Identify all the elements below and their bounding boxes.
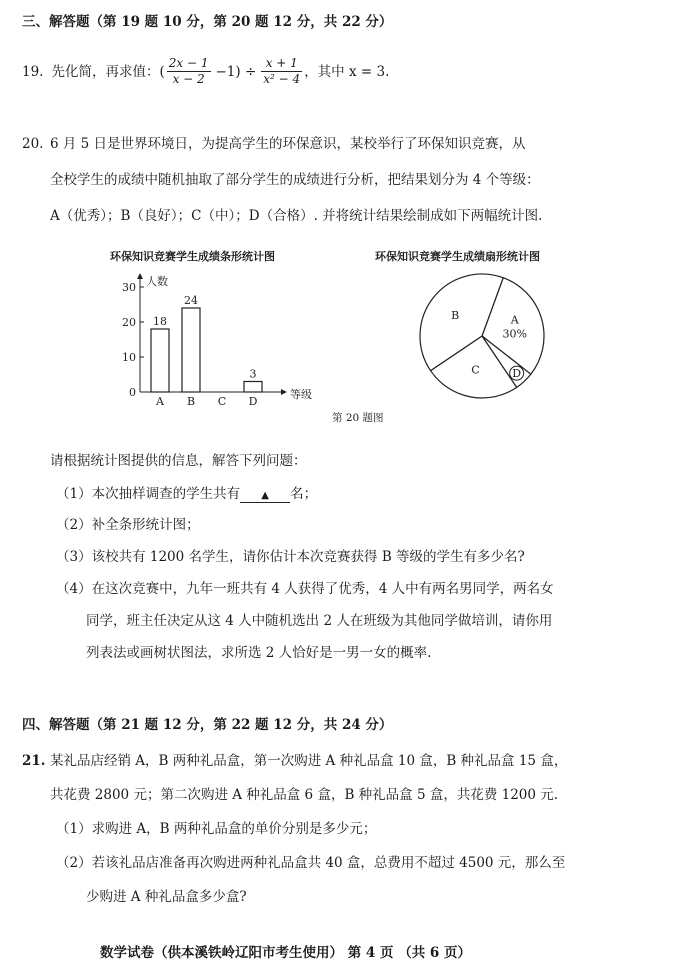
q20-prompt: 请根据统计图提供的信息，解答下列问题：	[50, 453, 307, 469]
x-tick-label: C	[217, 395, 227, 408]
answer-blank: ▲	[240, 490, 290, 503]
q19-fraction-1	[167, 56, 211, 87]
q19-fraction-2	[261, 56, 302, 87]
question-19	[22, 56, 389, 87]
q20-sub-1	[56, 485, 317, 503]
q21-line-2: 共花费 2800 元；第二次购进 A 种礼品盒 6 盒，B 种礼品盒 5 盒，共花费 1200 元.	[50, 787, 559, 803]
q20-line-3: A（优秀）；B（良好）；C（中）；D（合格）. 并将统计结果绘制成如下两幅统计图.	[50, 208, 543, 224]
x-tick-label: D	[248, 395, 258, 408]
y-axis-arrow	[137, 273, 143, 279]
x-tick-label: A	[156, 395, 164, 408]
q19-frac1-numerator: 2x − 1	[168, 56, 209, 70]
section4-title: 四、解答题（第 21 题 12 分，第 22 题 12 分，共 24 分）	[22, 717, 393, 733]
bar-value-label: 24	[184, 294, 198, 307]
pie-label-A: A	[510, 313, 519, 327]
q20-number: 20.	[22, 136, 44, 152]
q19-frac1-denominator: x − 2	[172, 72, 205, 86]
pie-chart	[410, 268, 560, 408]
bar-chart-title: 环保知识竞赛学生成绩条形统计图	[110, 250, 275, 263]
q19-frac2-denominator: x² − 4	[263, 72, 301, 86]
section3-title: 三、解答题（第 19 题 10 分，第 20 题 12 分，共 22 分）	[22, 14, 393, 30]
q20-sub-4-line-2: 同学，班主任决定从这 4 人中随机选出 2 人在班级为其他同学做培训，请你用	[86, 613, 553, 629]
bar-value-label: 3	[249, 367, 257, 381]
x-axis-arrow	[281, 389, 287, 395]
q20-sub-4-line-3: 列表法或画树状图法，求所选 2 人恰好是一男一女的概率.	[86, 645, 432, 661]
q19-tail: ，其中 x = 3.	[304, 63, 390, 80]
q20-sub1-post: 名；	[290, 486, 318, 502]
x-tick-label: B	[186, 395, 196, 408]
bar-D	[244, 382, 262, 393]
q20-sub-2: （2）补全条形统计图；	[56, 517, 200, 533]
q21-sub-2-line-1: （2）若该礼品店准备再次购进两种礼品盒共 40 盒，总费用不超过 4500 元，那么至	[56, 855, 566, 871]
pie-label-B: B	[451, 309, 460, 323]
q19-open-paren: (	[159, 63, 165, 80]
y-tick-label: 30	[122, 281, 136, 294]
y-tick-label: 20	[122, 316, 136, 329]
q21-sub-2-line-2: 少购进 A 种礼品盒多少盒?	[86, 889, 247, 905]
pie-label-C: C	[471, 363, 480, 377]
bar-B	[182, 308, 200, 392]
pie-percent-label: 30%	[502, 327, 528, 341]
x-axis-label: 等级	[290, 388, 312, 401]
q19-frac2-numerator: x + 1	[261, 56, 302, 72]
q21-line-1: 某礼品店经销 A，B 两种礼品盒，第一次购进 A 种礼品盒 10 盒，B 种礼品盒 15 盒，	[50, 753, 568, 769]
q19-lead: 先化简，再求值：	[51, 63, 160, 80]
q19-minus-one: −1) ÷	[215, 63, 257, 80]
q20-line-2: 全校学生的成绩中随机抽取了部分学生的成绩进行分析，把结果划分为 4 个等级：	[50, 172, 540, 188]
q21-number: 21.	[22, 753, 46, 769]
bar-A	[151, 329, 169, 392]
pie-label-D: D	[512, 367, 522, 381]
q20-sub-4-line-1: （4）在这次竞赛中，九年一班共有 4 人获得了优秀，4 人中有两名男同学，两名女	[56, 581, 554, 597]
page-footer: 数学试卷（供本溪铁岭辽阳市考生使用） 第 4 页 （共 6 页）	[100, 945, 471, 961]
q20-sub1-pre: （1）本次抽样调查的学生共有	[56, 486, 241, 502]
y-tick-label: 10	[122, 351, 136, 364]
bar-value-label: 18	[153, 315, 167, 328]
q19-number: 19.	[22, 63, 44, 80]
figure-caption: 第 20 题图	[332, 412, 384, 424]
q20-sub-3: （3）该校共有 1200 名学生，请你估计本次竞赛获得 B 等级的学生有多少名?	[56, 549, 525, 565]
y-axis-label: 人数	[146, 275, 168, 288]
y-tick-label: 0	[129, 386, 136, 399]
q20-line-1: 6 月 5 日是世界环境日，为提高学生的环保意识，某校举行了环保知识竞赛，从	[50, 136, 526, 152]
q21-sub-1: （1）求购进 A，B 两种礼品盒的单价分别是多少元；	[56, 821, 377, 837]
pie-chart-title: 环保知识竞赛学生成绩扇形统计图	[375, 250, 540, 263]
bar-chart	[100, 262, 340, 412]
